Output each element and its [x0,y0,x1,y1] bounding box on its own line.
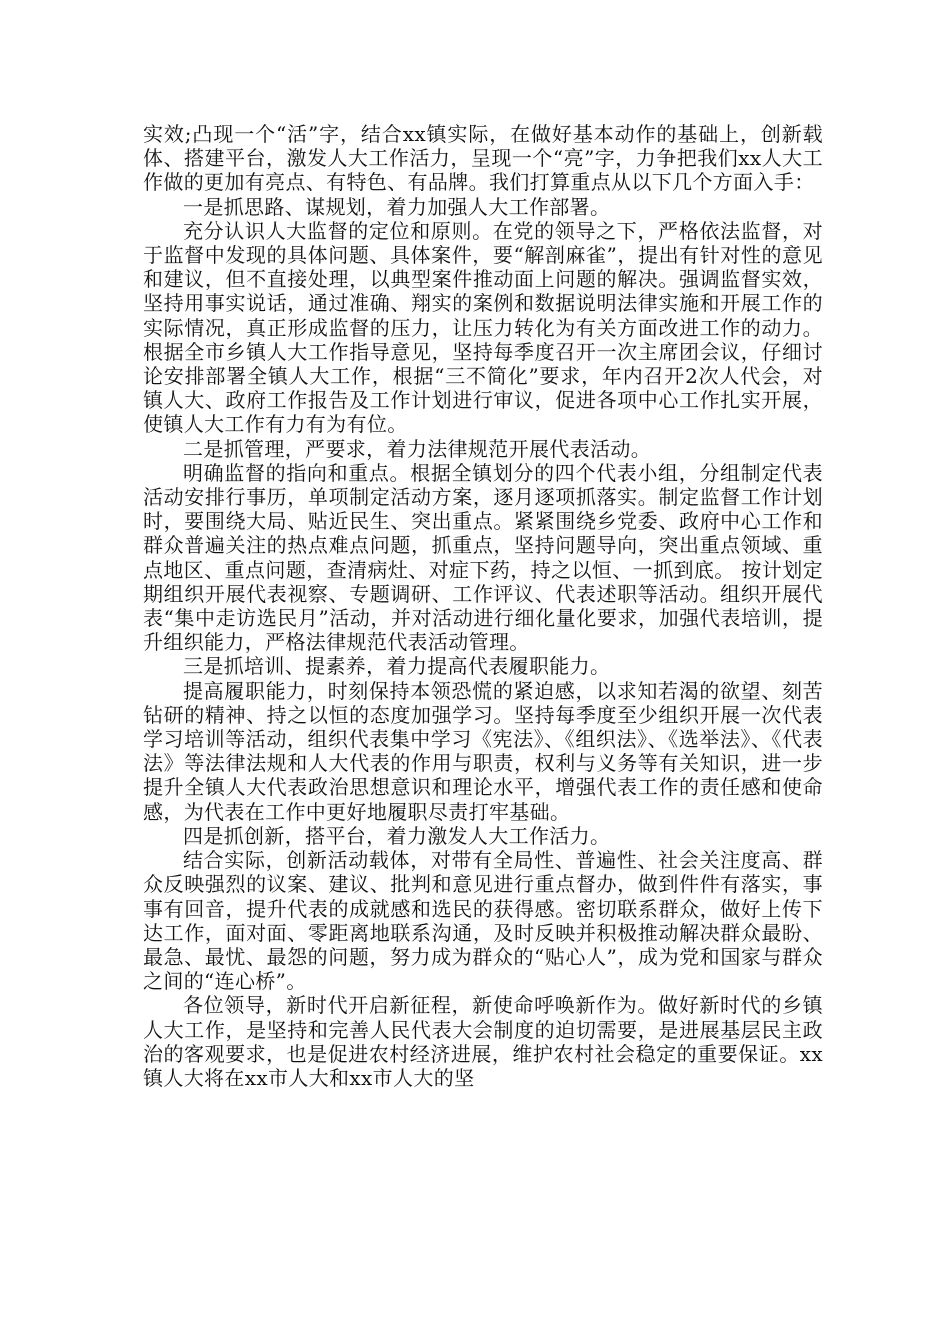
heading-point-one: 一是抓思路、谋规划，着力加强人大工作部署。 [183,194,611,219]
heading-point-three: 三是抓培训、提素养，着力提高代表履职能力。 [183,654,611,679]
heading-point-two: 二是抓管理，严要求，着力法律规范开展代表活动。 [183,436,652,461]
paragraph-supervision-principles: 充分认识人大监督的定位和原则。在党的领导之下，严格依法监督，对于监督中发现的具体问题、具体案件，要“解剖麻雀”，提出有针对性的意见和建议，但不直接处理，以典型案件推动面上问题的解决。强调监督实效，坚持用事实说话，通过准确、翔实的案例和数据说明法律实施和开展工作的实际情况，真正形成监督的压力，让压力转化为有关方面改进工作的动力。根据全市乡镇人大工作指导意见，坚持每季度召开一次主席团会议，仔细讨论安排部署全镇人大工作，根据“三不简化”要求，年内召开2次人代会，对镇人大、政府工作报告及工作计划进行审议，促进各项中心工作扎实开展，使镇人大工作有力有为有位。 [143,218,823,437]
paragraph-training: 提高履职能力，时刻保持本领恐慌的紧迫感，以求知若渴的欲望、刻苦钻研的精神、持之以恒的态度加强学习。坚持每季度至少组织开展一次代表学习培训等活动，组织代表集中学习《宪法》、《组织法》、《选举法》、《代表法》等法律法规和人大代表的作用与职责，权利与义务等有关知识，进一步提升全镇人大代表政治思想意识和理论水平，增强代表工作的责任感和使命感，为代表在工作中更好地履职尽责打牢基础。 [143,678,823,824]
document-body [143,122,823,1090]
heading-point-four: 四是抓创新，搭平台，着力激发人大工作活力。 [183,823,611,848]
paragraph-intro-continued: 实效;凸现一个“活”字，结合xx镇实际，在做好基本动作的基础上，创新载体、搭建平台，激发人大工作活力，呈现一个“亮”字，力争把我们xx人大工作做的更加有亮点、有特色、有品牌。我们打算重点从以下几个方面入手： [143,122,823,195]
paragraph-supervision-focus: 明确监督的指向和重点。根据全镇划分的四个代表小组，分组制定代表活动安排行事历，单项制定活动方案，逐月逐项抓落实。制定监督工作计划时，要围绕大局、贴近民生、突出重点。紧紧围绕乡党委、政府中心工作和群众普遍关注的热点难点问题，抓重点，坚持问题导向，突出重点领域、重点地区、重点问题，查清病灶、对症下药，持之以恒、一抓到底。 按计划定期组织开展代表视察、专题调研、工作评议、代表述职等活动。组织开展代表“集中走访选民月”活动，并对活动进行细化量化要求，加强代表培训，提升组织能力，严格法律规范代表活动管理。 [143,460,823,655]
paragraph-closing: 各位领导，新时代开启新征程，新使命呼唤新作为。做好新时代的乡镇人大工作，是坚持和完善人民代表大会制度的迫切需要，是进展基层民主政治的客观要求，也是促进农村经济进展，维护农村社会稳定的重要保证。xx镇人大将在xx市人大和xx市人大的坚 [143,993,823,1090]
paragraph-innovation: 结合实际，创新活动载体，对带有全局性、普遍性、社会关注度高、群众反映强烈的议案、建议、批判和意见进行重点督办，做到件件有落实，事事有回音，提升代表的成就感和选民的获得感。密切联系群众，做好上传下达工作，面对面、零距离地联系沟通，及时反映并积极推动解决群众最盼、最急、最忧、最怨的问题，努力成为群众的“贴心人”，成为党和国家与群众之间的“连心桥”。 [143,848,823,994]
